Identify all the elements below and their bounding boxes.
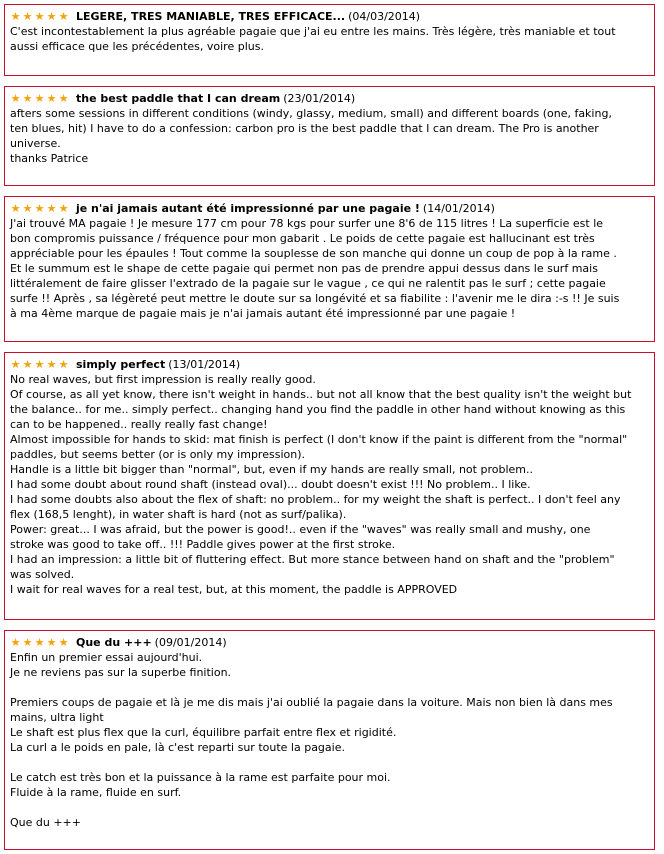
star-icon: ★ <box>10 92 21 105</box>
review-text-line: Handle is a little bit bigger than "normal", but, even if my hands are really small, not problem.. <box>10 463 533 476</box>
review-text-line: stroke was good to take off.. !!! Paddle gives power at the first stroke. <box>10 538 396 551</box>
review-title: je n'ai jamais autant été impressionné par une pagaie ! <box>76 202 420 215</box>
review-body <box>10 24 654 54</box>
star-rating <box>10 91 70 106</box>
star-icon: ★ <box>58 202 69 215</box>
star-icon: ★ <box>34 92 45 105</box>
star-icon: ★ <box>10 10 21 23</box>
star-icon: ★ <box>46 636 57 649</box>
review-card <box>4 86 655 186</box>
review-title: Que du +++ <box>76 636 152 649</box>
star-rating <box>10 357 70 372</box>
star-rating <box>10 9 70 24</box>
review-text-line: Le catch est très bon et la puissance à la rame est parfaite pour moi. <box>10 771 391 784</box>
review-body <box>10 372 654 597</box>
star-icon: ★ <box>34 358 45 371</box>
review-text-line <box>10 680 654 695</box>
review-text-line: No real waves, but first impression is really really good. <box>10 373 316 386</box>
star-icon: ★ <box>58 358 69 371</box>
review-text-line: ten blues, hit) I have to do a confession: carbon pro is the best paddle that I can dream. The Pro is another <box>10 122 599 135</box>
star-icon: ★ <box>34 636 45 649</box>
review-text-line: can to be happened.. really really fast change! <box>10 418 268 431</box>
review-text-line: bon compromis puissance / fréquence pour mon gabarit . Le poids de cette pagaie est hallucinant est très <box>10 232 595 245</box>
review-text-line: was solved. <box>10 568 75 581</box>
review-card <box>4 630 655 850</box>
review-text-line: Enfin un premier essai aujourd'hui. <box>10 651 203 664</box>
review-date: (14/01/2014) <box>422 202 495 215</box>
star-icon: ★ <box>22 92 33 105</box>
review-text-line: Je ne reviens pas sur la superbe finition. <box>10 666 232 679</box>
star-rating <box>10 201 70 216</box>
review-text-line: à ma 4ème marque de pagaie mais je n'ai jamais autant été impressionné par une pagaie ! <box>10 307 516 320</box>
star-icon: ★ <box>10 358 21 371</box>
review-text-line: flex (168,5 lenght), in water shaft is hard (not as surf/palika). <box>10 508 347 521</box>
review-header <box>10 357 654 372</box>
review-text-line <box>10 755 654 770</box>
review-title: simply perfect <box>76 358 166 371</box>
review-text-line: thanks Patrice <box>10 152 89 165</box>
review-date: (09/01/2014) <box>154 636 227 649</box>
review-text-line: Premiers coups de pagaie et là je me dis mais j'ai oublié la pagaie dans la voiture. Mais non bien là dans mes <box>10 696 613 709</box>
star-icon: ★ <box>22 202 33 215</box>
review-text-line: mains, ultra light <box>10 711 104 724</box>
review-text-line: littéralement de faire glisser l'extrado de la pagaie sur le vague , ce qui ne ralentit pas le surf ; cette pagaie <box>10 277 606 290</box>
review-date: (04/03/2014) <box>348 10 421 23</box>
star-icon: ★ <box>22 358 33 371</box>
review-text-line: aussi efficace que les précédentes, voire plus. <box>10 40 264 53</box>
star-icon: ★ <box>58 636 69 649</box>
star-icon: ★ <box>10 636 21 649</box>
review-date: (23/01/2014) <box>283 92 356 105</box>
review-text-line: I had an impression: a little bit of fluttering effect. But more stance between hand on shaft and the "problem" <box>10 553 615 566</box>
star-icon: ★ <box>22 636 33 649</box>
review-text-line: C'est incontestablement la plus agréable pagaie que j'ai eu entre les mains. Très légère, très maniable et tout <box>10 25 616 38</box>
review-text-line: La curl a le poids en pale, là c'est reparti sur toute la pagaie. <box>10 741 345 754</box>
star-icon: ★ <box>34 202 45 215</box>
review-text-line: Et le summum est le shape de cette pagaie qui permet non pas de prendre appui dessus dans le surf mais <box>10 262 598 275</box>
star-icon: ★ <box>58 92 69 105</box>
review-text-line: surfe !! Après , sa légèreté peut mettre le doute sur sa longévité et sa fiabilite : l'avenir me le dira :-s !! Je suis <box>10 292 620 305</box>
star-icon: ★ <box>22 10 33 23</box>
review-text-line: I had some doubts also about the flex of shaft: no problem.. for my weight the shaft is perfect.. I don't feel any <box>10 493 621 506</box>
review-body <box>10 106 654 166</box>
review-text-line: Of course, as all yet know, there isn't weight in hands.. but not all know that the best quality isn't the weight but <box>10 388 632 401</box>
review-header <box>10 91 654 106</box>
review-text-line: Almost impossible for hands to skid: mat finish is perfect (I don't know if the paint is different from the "normal" <box>10 433 628 446</box>
review-header <box>10 9 654 24</box>
review-text-line: afters some sessions in different conditions (windy, glassy, medium, small) and different boards (one, faking, <box>10 107 612 120</box>
review-text-line: universe. <box>10 137 61 150</box>
star-icon: ★ <box>46 358 57 371</box>
star-icon: ★ <box>58 10 69 23</box>
review-body <box>10 216 654 321</box>
review-text-line: J'ai trouvé MA pagaie ! Je mesure 177 cm pour 78 kgs pour surfer une 8'6 de 115 litres ! La superficie est le <box>10 217 604 230</box>
review-text-line: Power: great... I was afraid, but the power is good!.. even if the "waves" was really small and mushy, one <box>10 523 591 536</box>
review-text-line: Que du +++ <box>10 816 81 829</box>
review-text-line: I wait for real waves for a real test, but, at this moment, the paddle is APPROVED <box>10 583 458 596</box>
review-text-line: Le shaft est plus flex que la curl, équilibre parfait entre flex et rigidité. <box>10 726 397 739</box>
star-icon: ★ <box>10 202 21 215</box>
review-card <box>4 4 655 76</box>
review-date: (13/01/2014) <box>168 358 241 371</box>
review-text-line <box>10 800 654 815</box>
review-header <box>10 635 654 650</box>
review-text-line: the balance.. for me.. simply perfect.. changing hand you find the paddle in other hand without knowing as this <box>10 403 626 416</box>
review-text-line: Fluide à la rame, fluide en surf. <box>10 786 182 799</box>
review-title: LEGERE, TRES MANIABLE, TRES EFFICACE... <box>76 10 346 23</box>
review-card <box>4 352 655 620</box>
star-icon: ★ <box>34 10 45 23</box>
star-icon: ★ <box>46 202 57 215</box>
review-card <box>4 196 655 342</box>
review-body <box>10 650 654 830</box>
review-header <box>10 201 654 216</box>
review-text-line: paddles, but seems better (or is only my impression). <box>10 448 305 461</box>
review-text-line: I had some doubt about round shaft (instead oval)... doubt doesn't exist !!! No problem.. I like. <box>10 478 531 491</box>
review-text-line: appréciable pour les épaules ! Tout comme la souplesse de son manche qui donne un coup de pop à la rame . <box>10 247 617 260</box>
star-rating <box>10 635 70 650</box>
star-icon: ★ <box>46 92 57 105</box>
review-title: the best paddle that I can dream <box>76 92 281 105</box>
star-icon: ★ <box>46 10 57 23</box>
